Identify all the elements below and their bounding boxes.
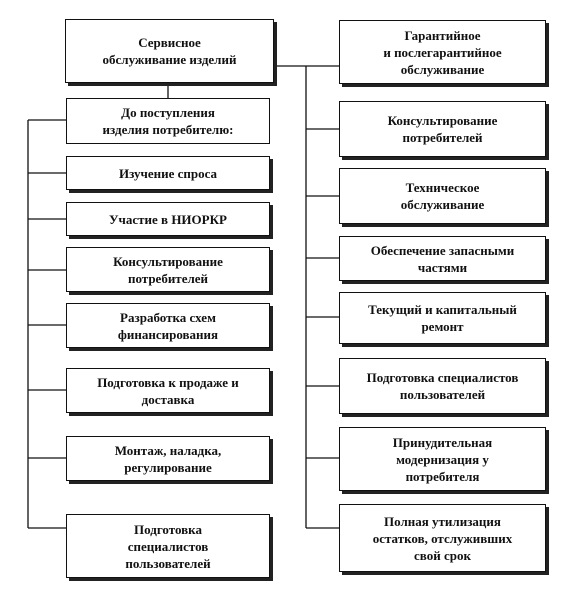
left-item-niorkr: Участие в НИОРКР (66, 202, 270, 236)
left-item-training: Подготовка специалистов пользователей (66, 514, 270, 578)
right-item-repair: Текущий и капитальный ремонт (339, 292, 546, 344)
right-item-spare-parts: Обеспечение запасными частями (339, 236, 546, 281)
left-group-box: До поступления изделия потребителю: (66, 98, 270, 144)
left-item-sale-prep: Подготовка к продаже и доставка (66, 368, 270, 413)
right-item-utilization: Полная утилизация остатков, отслуживших свой срок (339, 504, 546, 572)
left-item-financing: Разработка схем финансирования (66, 303, 270, 348)
right-item-modernization: Принудительная модернизация у потребителя (339, 427, 546, 491)
right-item-consulting: Консультирование потребителей (339, 101, 546, 157)
left-item-consulting: Консультирование потребителей (66, 247, 270, 292)
left-item-installation: Монтаж, наладка, регулирование (66, 436, 270, 481)
right-item-specialist-training: Подготовка специалистов пользователей (339, 358, 546, 414)
left-item-demand-study: Изучение спроса (66, 156, 270, 190)
left-root-box: Сервисное обслуживание изделий (65, 19, 274, 83)
right-root-box: Гарантийное и послегарантийное обслуживание (339, 20, 546, 84)
right-item-maintenance: Техническое обслуживание (339, 168, 546, 224)
